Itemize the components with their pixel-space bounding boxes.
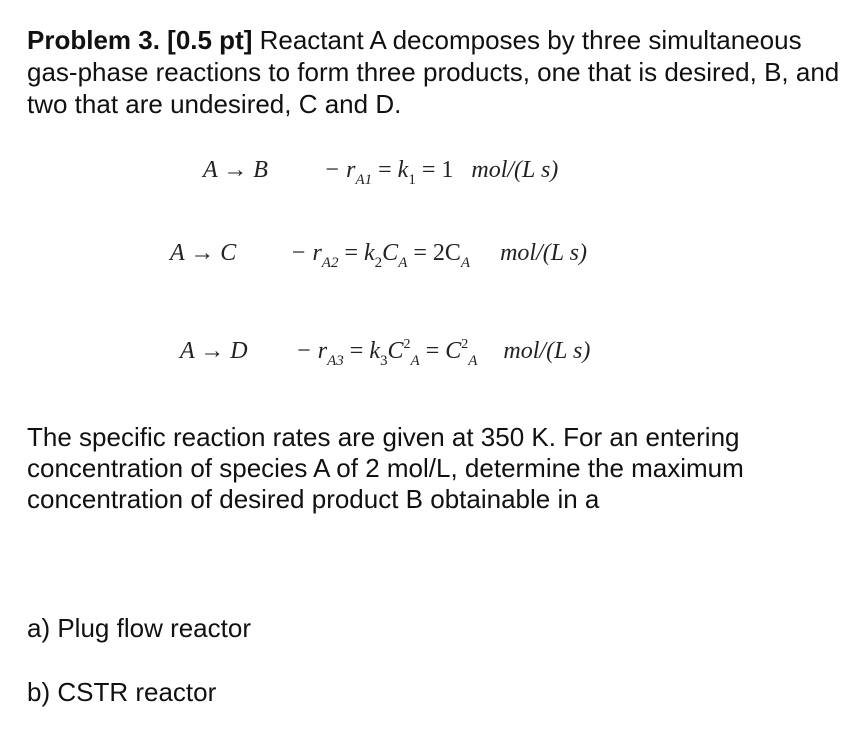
reaction-equation-1: $A \to B - r_{A1} = k_1 = 1$ mol/(L s): [203, 157, 559, 188]
reaction-equation-3: $A \to D - r_{A3} = k_3C^2_A = C^2_A$ mol/(L s): [180, 337, 591, 369]
reaction-2-reactant: A: [170, 240, 185, 266]
part-b-label: b) CSTR reactor: [27, 677, 217, 707]
reaction-equation-2: $A \to C - r_{A2} = k_2C_A = 2C_A$ mol/(L s): [170, 240, 587, 271]
problem-body-text: The specific reaction rates are given at 350 K. For an entering concentration of species A of 2 mol/L, determine the maximum concentration of desired product B obtainable in a: [27, 422, 744, 514]
reaction-1-rate: − r: [323, 157, 356, 183]
reaction-2-conc-sub: A: [398, 255, 408, 271]
reaction-1-rate-sub: A1: [355, 172, 373, 188]
reaction-2-rhs: 2C: [432, 240, 461, 266]
problem-heading: Problem 3. [0.5 pt]: [27, 25, 253, 55]
reaction-1-rhs: 1: [441, 157, 454, 183]
reaction-2-rate: − r: [290, 240, 322, 266]
reaction-2-k-sub: 2: [374, 255, 383, 271]
reaction-1-product: B: [253, 157, 268, 183]
reaction-3-rate: − r: [295, 338, 328, 364]
reaction-2-conc: C: [382, 240, 399, 266]
part-a-label: a) Plug flow reactor: [27, 613, 251, 643]
reaction-3-rhs: C: [445, 338, 462, 364]
reaction-3-k-sub: 3: [380, 353, 388, 369]
reaction-3-reactant: A: [180, 338, 195, 364]
reaction-2-rate-sub: A2: [321, 255, 339, 271]
reaction-3-rhs-sub: A: [468, 353, 478, 369]
problem-statement: [27, 24, 842, 120]
reaction-2-product: C: [220, 240, 237, 266]
reaction-3-conc-sup: 2: [403, 337, 411, 352]
reaction-3-rate-sub: A3: [327, 353, 344, 369]
reaction-2-k: k: [364, 240, 375, 266]
reaction-1-k-sub: 1: [408, 172, 416, 188]
reaction-3-k: k: [369, 338, 380, 364]
reaction-2-rhs-sub: A: [460, 255, 471, 271]
reaction-1-reactant: A: [203, 157, 218, 183]
reaction-3-conc: C: [387, 338, 404, 364]
reaction-3-units: mol/(L s): [503, 338, 591, 364]
reaction-3-conc-sub: A: [410, 353, 420, 369]
reaction-1-k: k: [397, 157, 409, 183]
reaction-2-arrow: →: [190, 240, 215, 266]
reaction-3-rhs-sup: 2: [461, 337, 469, 352]
problem-intro-text: Reactant A decomposes by three simultaneous gas-phase reactions to form three products, one that is desired, B, and two that are undesired, C and D.: [27, 25, 840, 119]
reaction-1-units: mol/(L s): [471, 157, 559, 183]
reaction-3-product: D: [230, 338, 248, 364]
reaction-2-units: mol/(L s): [500, 240, 587, 266]
reaction-3-arrow: →: [200, 338, 225, 364]
reaction-1-arrow: →: [223, 157, 248, 183]
